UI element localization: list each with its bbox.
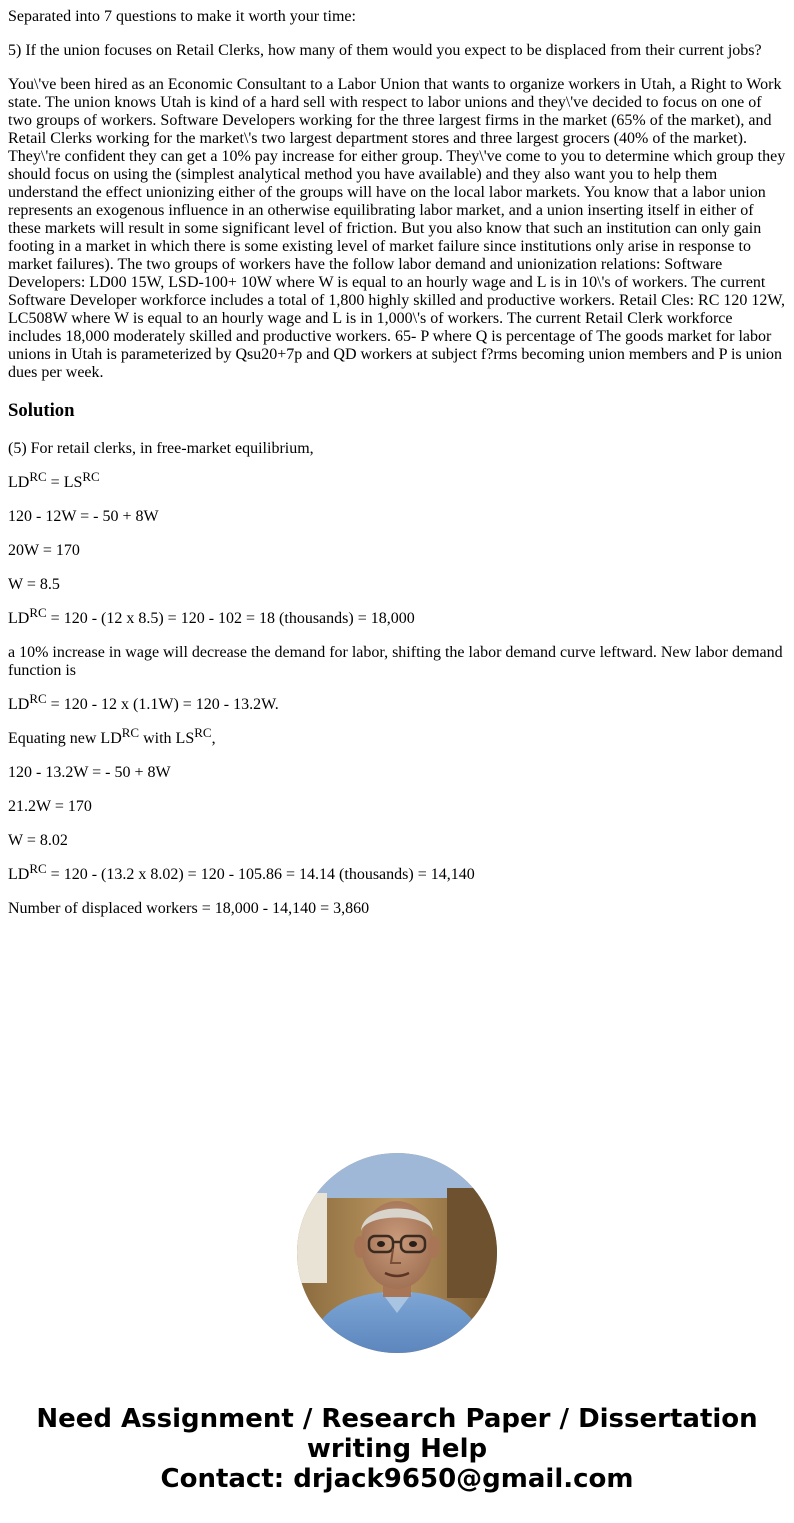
intro-text: Separated into 7 questions to make it worth your time: bbox=[8, 8, 356, 25]
solution-line: $LD^{RC} = 120 - 12$ x (1.1W) = 120 - 13.2W. bbox=[8, 690, 279, 713]
solution-line: $LD^{RC} = LS^{RC}$ bbox=[8, 468, 100, 491]
solution-line: Number of displaced workers = 18,000 - 14,140 = 3,860 bbox=[8, 900, 370, 917]
author-avatar bbox=[297, 1153, 497, 1353]
solution-line: a 10% increase in wage will decrease the demand for labor, shifting the labor demand curve leftward. New labor demand function is bbox=[8, 644, 783, 679]
solution-line: $LD^{RC} = 120 - (12$ x 8.5) = 120 - 102 = 18 (thousands) = 18,000 bbox=[8, 604, 415, 627]
solution-line: W = 8.02 bbox=[8, 832, 68, 849]
footer-line: writing Help bbox=[306, 1434, 488, 1464]
solution-heading: Solution bbox=[8, 400, 75, 421]
problem-text: You\'ve been hired as an Economic Consultant to a Labor Union that wants to organize workers in Utah, a Right to Work state. The union knows Utah is kind of a hard sell with respect to labor unions and they\'ve decided to focus on one of two groups of workers. Software Developers working for the three largest firms in the market (65% of the market), and Retail Clerks working for the market\'s two largest department stores and three largest grocers (40% of the market). They\'re confident they can get a 10% pay increase for either group. They\'ve come to you to determine which group they should focus on using the (simplest analytical method you have available) and they also want you to help them understand the effect unionizing either of the groups will have on the local labor markets. You know that a labor union represents an exogenous influence in an otherwise equilibrating labor market, and a union inserting itself in either of these markets will result in some significant level of friction. But you also know that such an institution can only gain footing in a market in which there is some existing level of market failure since institutions only arise in response to market failures). The two groups of workers have the follow labor demand and unionization relations: Software Developers: LD00 15W, LSD-100+ 10W where W is equal to an hourly wage and L is in 10\'s of workers. The current Software Developer workforce includes a total of 1,800 highly skilled and productive workers. Retail Cles: RC 120 12W, LC508W where W is equal to an hourly wage and L is in 1,000\'s of workers. The current Retail Clerk workforce includes 18,000 moderately skilled and productive workers. 65- P where Q is percentage of The goods market for labor unions in Utah is parameterized by Qsu20+7p and QD workers at subject f?rms becoming union members and P is union dues per week. bbox=[8, 76, 786, 381]
document-body bbox=[8, 0, 786, 934]
solution-line: 120 - 13.2W = - 50 + 8W bbox=[8, 764, 171, 781]
footer-promo bbox=[0, 1404, 794, 1494]
solution-line: (5) For retail clerks, in free-market equilibrium, bbox=[8, 440, 314, 457]
footer-line: Need Assignment / Research Paper / Dissertation bbox=[36, 1404, 758, 1434]
solution-line: W = 8.5 bbox=[8, 576, 60, 593]
solution-line: $LD^{RC} = 120 - (13.2$ x 8.02) = 120 - 105.86 = 14.14 (thousands) = 14,140 bbox=[8, 860, 475, 883]
question-text: 5) If the union focuses on Retail Clerks, how many of them would you expect to be displaced from their current jobs? bbox=[8, 42, 762, 59]
author-photo bbox=[297, 1153, 497, 1353]
solution-line: Equating new $LD^{RC}$ with $LS^{RC}$, bbox=[8, 724, 216, 747]
solution-line: 21.2W = 170 bbox=[8, 798, 92, 815]
solution-line: 20W = 170 bbox=[8, 542, 80, 559]
solution-line: 120 - 12W = - 50 + 8W bbox=[8, 508, 159, 525]
footer-contact: Contact: drjack9650@gmail.com bbox=[160, 1464, 634, 1494]
